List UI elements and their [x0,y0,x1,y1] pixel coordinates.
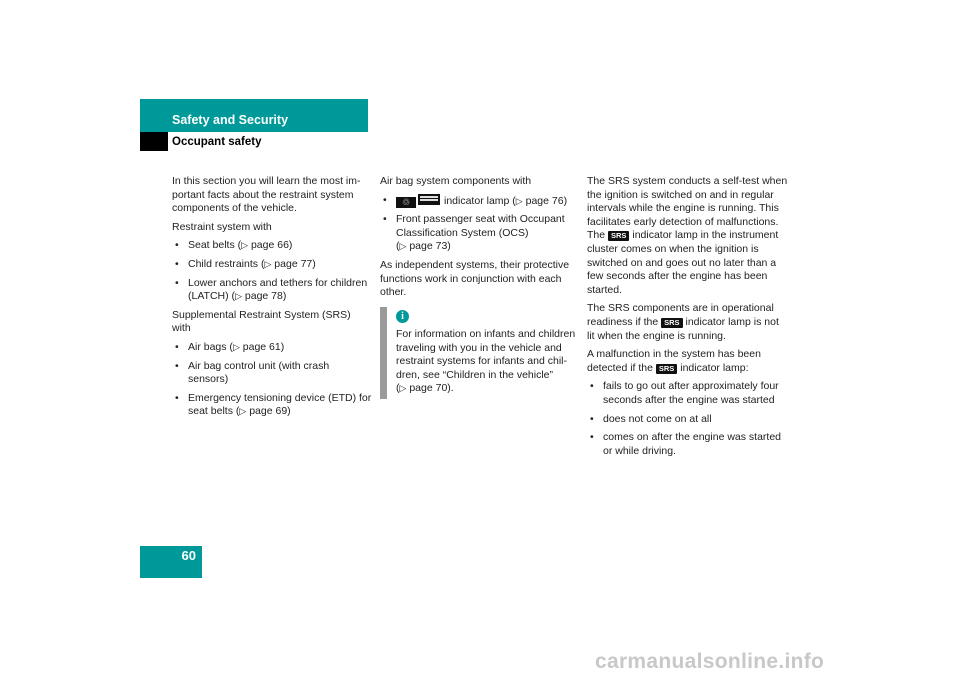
list-item: • Lower anchors and tethers for children (LATCH) (▷ page 78) [172,277,372,304]
components-list [380,194,580,254]
independent-paragraph: As independent systems, their protective functions work in conjunction with each other. [380,258,570,299]
malfunction-paragraph: A malfunction in the system has been detected if the SRS indicator lamp: [587,348,761,374]
srs-indicator-icon: SRS [656,364,677,374]
page-ref-arrow-icon: ▷ [399,383,407,394]
list-item: • Front passenger seat with Occupant Classification System (OCS) (▷ page 73) [380,213,580,254]
airbag-warning-icon: ♲ [396,197,416,208]
list-item: • does not come on at all [587,413,787,427]
page-ref-link[interactable]: page 76) [525,194,568,207]
page-ref-link[interactable]: page 69) [249,405,291,418]
info-note [380,307,580,399]
malfunction-list [587,380,787,458]
page-ref-arrow-icon: ▷ [239,406,247,417]
column-middle [380,175,580,305]
page-ref-arrow-icon: ▷ [235,291,242,302]
page-ref-arrow-icon: ▷ [241,240,249,251]
list-item: • ♲ indicator lamp (▷ page 76) [380,194,580,209]
list-item: • Seat belts (▷ page 66) [172,239,372,253]
restraint-list [172,239,372,303]
page-ref-arrow-icon: ▷ [232,341,240,352]
list-item: • Emergency tensioning device (ETD) for seat belts (▷ page 69) [172,392,372,419]
column-right [587,175,787,463]
page-ref-link[interactable]: page 77) [274,257,316,270]
subsection-marker [140,132,168,151]
page-ref-link[interactable]: page 73) [409,240,451,253]
page-ref-arrow-icon: ▷ [264,258,272,269]
selftest-paragraph: The SRS system conducts a self-test when the ignition is switched on and in regular intervals while the engine is running. This facilitates early detection of malfunctions. The SRS indicator lamp in the instrument cluster comes on when the ignition is switched on and goes out no later than a few seconds after the engine has been started. [587,175,788,296]
page-number: 60 [181,548,196,563]
list-item: • Air bags (▷ page 61) [172,341,372,355]
list-item: • fails to go out after approximately four seconds after the engine was started [587,380,787,407]
page-ref-arrow-icon: ▷ [515,195,523,206]
subsection-title: Occupant safety [172,136,262,148]
passenger-airbag-off-icon [418,194,440,205]
info-note-bar [380,307,387,399]
restraint-heading: Restraint system with [172,220,272,233]
watermark: carmanualsonline.info [595,650,825,673]
intro-paragraph: In this section you will learn the most im- portant facts about the restraint system components of the vehicle. [172,175,361,215]
readiness-paragraph: The SRS components are in operational readiness if the SRS indicator lamp is not lit when the engine is running. [587,302,779,342]
page-ref-link[interactable]: page 78) [244,290,287,303]
page-ref-link[interactable]: page 70). [409,382,454,395]
column-left [172,175,372,424]
info-icon: i [396,310,409,323]
components-heading: Air bag system components with [380,175,532,187]
srs-heading: Supplemental Restraint System (SRS) with [172,308,351,335]
page-ref-link[interactable]: page 66) [250,239,293,252]
section-title: Safety and Security [172,113,289,127]
info-note-text: For information on infants and children traveling with you in the vehicle and restraint systems for infants and chil- dren, see “Children in the vehicle” (▷ page 70). [396,328,576,395]
page-ref-arrow-icon: ▷ [399,241,407,252]
list-item: • comes on after the engine was started or while driving. [587,431,787,458]
list-item: • Air bag control unit (with crash sensors) [172,360,372,387]
list-item: • Child restraints (▷ page 77) [172,258,372,272]
srs-indicator-icon: SRS [608,231,629,241]
srs-list [172,341,372,419]
page-ref-link[interactable]: page 61) [242,340,285,353]
page-number-box [140,546,202,578]
srs-indicator-icon: SRS [661,318,682,328]
